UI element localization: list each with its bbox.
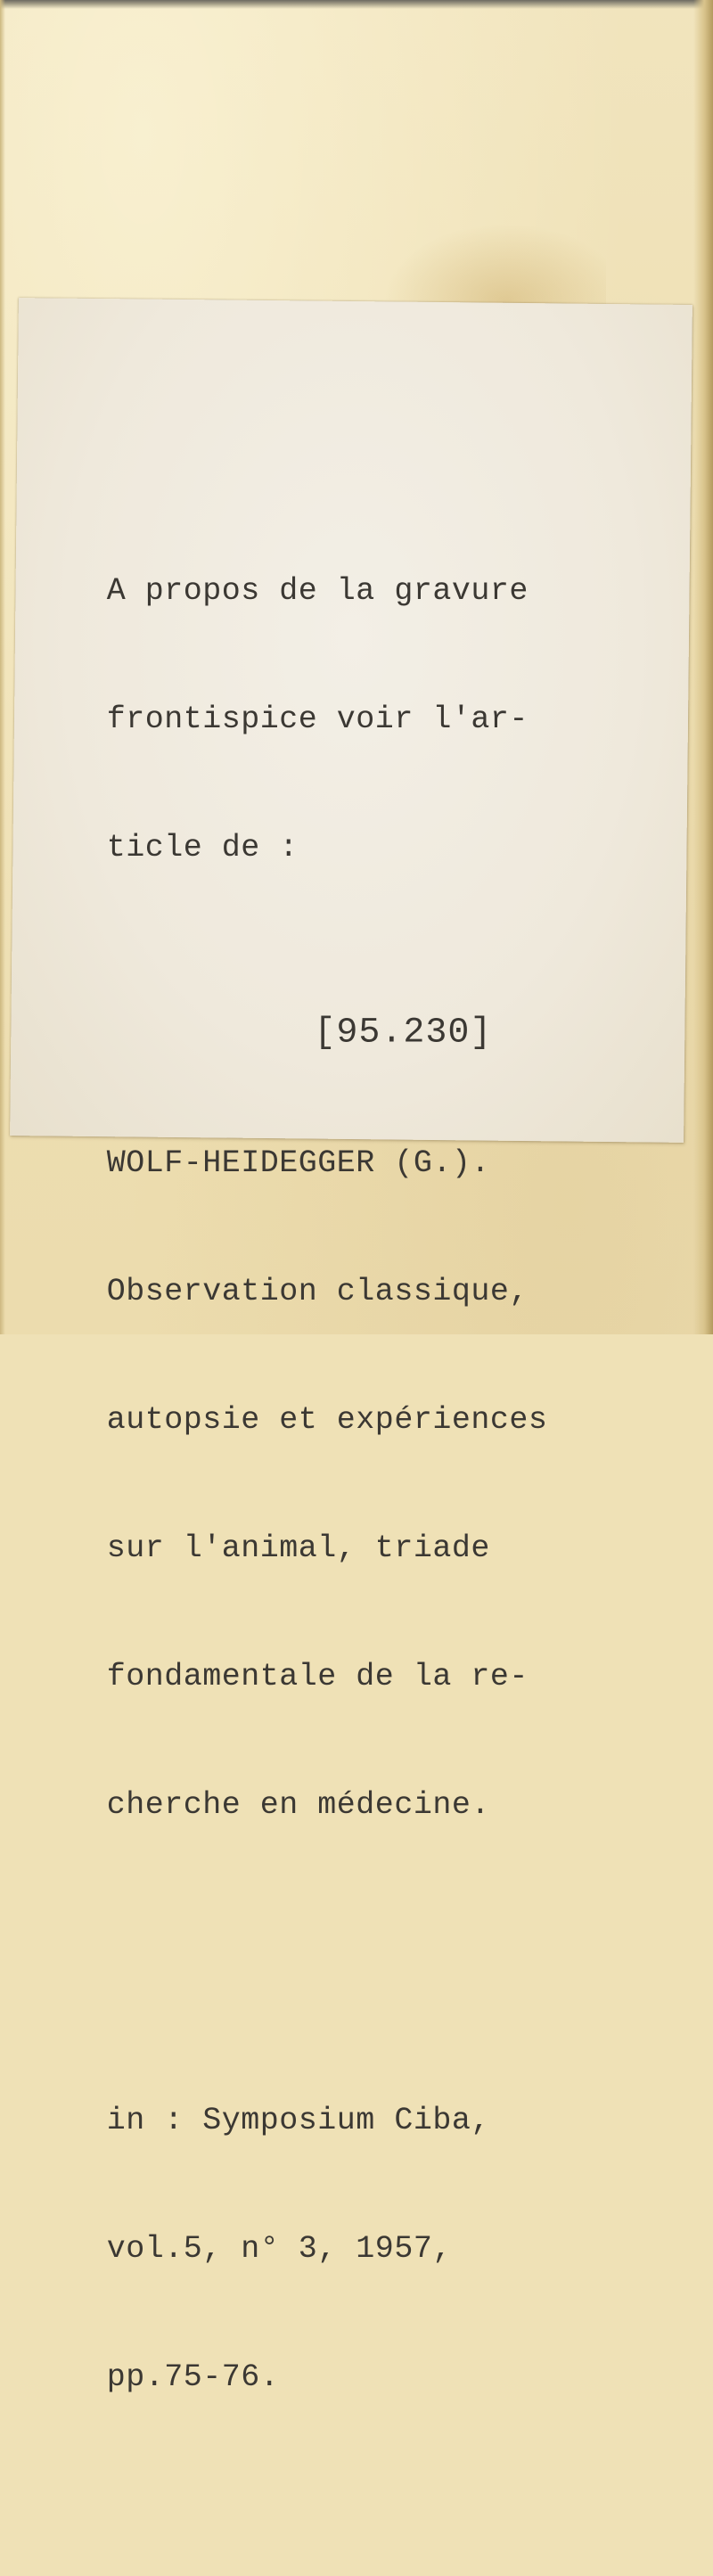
note-line: frontispice voir l'ar-: [106, 701, 529, 738]
pasted-note-slip: [10, 298, 693, 2396]
note-line: ticle de :: [106, 830, 299, 866]
note-line: A propos de la gravure: [106, 573, 529, 610]
note-citation-paragraph: [107, 1056, 677, 1912]
note-line: sur l'animal, triade: [106, 1530, 490, 1567]
note-line: autopsie et expériences: [106, 1402, 548, 1439]
reference-number: [95.230]: [314, 1013, 493, 1054]
note-line: Observation classique,: [106, 1274, 529, 1310]
note-intro-paragraph: [107, 484, 677, 955]
note-line: WOLF-HEIDEGGER (G.).: [106, 1145, 490, 1182]
page-top-edge: [0, 0, 713, 9]
note-line: vol.5, n° 3, 1957,: [106, 2231, 452, 2268]
note-text: [107, 398, 677, 2570]
note-line: cherche en médecine.: [106, 1787, 490, 1824]
page-right-edge: [693, 0, 713, 1334]
note-line: in : Symposium Ciba,: [106, 2103, 490, 2139]
note-source-paragraph: [107, 2014, 677, 2484]
page-left-edge: [0, 0, 5, 1334]
note-line: pp.75-76.: [106, 2359, 280, 2396]
note-line: fondamentale de la re-: [106, 1659, 529, 1695]
